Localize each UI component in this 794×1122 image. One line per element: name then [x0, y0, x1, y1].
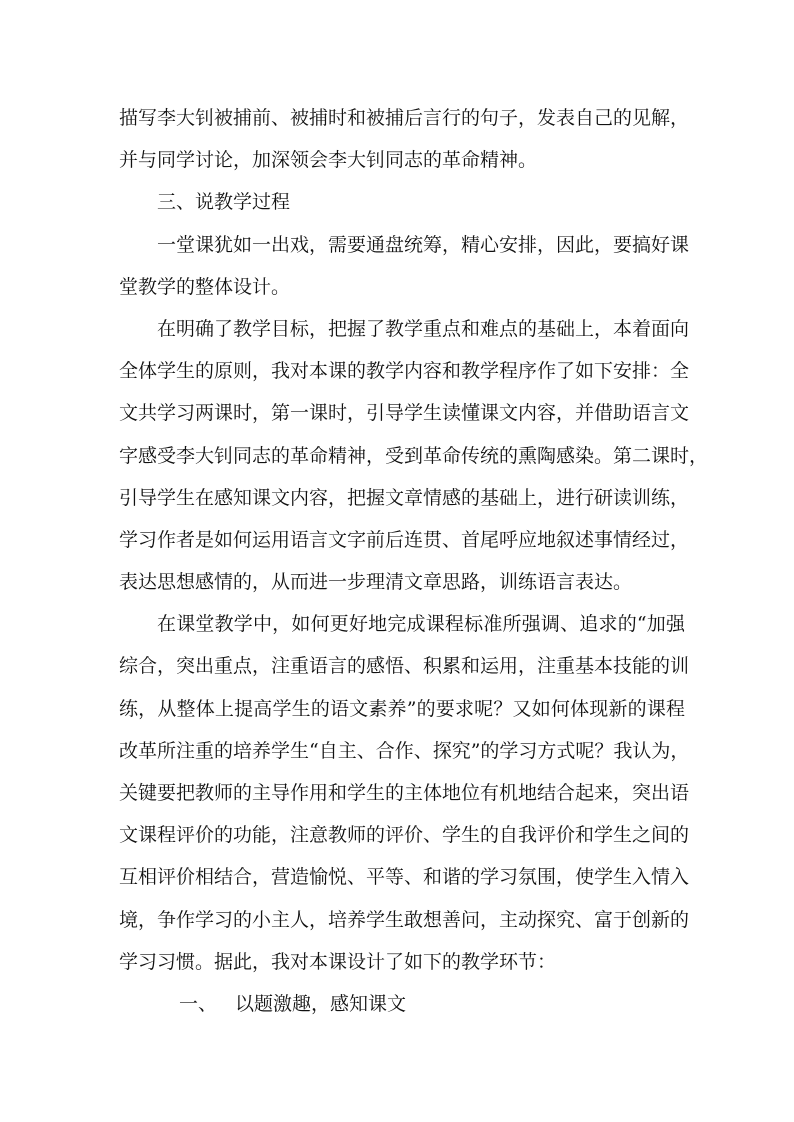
section-heading: 三、说教学过程 — [157, 191, 291, 214]
text-line: 练，从整体上提高学生的语文素养”的要求呢？又如何体现新的课程 — [119, 697, 685, 720]
list-item-text: 以题激趣，感知课文 — [235, 992, 407, 1015]
text-line: 综合，突出重点，注重语言的感悟、积累和运用，注重基本技能的训 — [119, 655, 690, 678]
text-line: 堂教学的整体设计。 — [119, 275, 291, 298]
text-line: 字感受李大钊同志的革命精神，受到革命传统的熏陶感染。第二课时， — [119, 444, 709, 467]
text-line: 互相评价相结合，营造愉悦、平等、和谐的学习氛围，使学生入情入 — [119, 866, 690, 889]
text-line: 文课程评价的功能，注意教师的评价、学生的自我评价和学生之间的 — [119, 824, 690, 847]
text-line: 全体学生的原则，我对本课的教学内容和教学程序作了如下安排：全 — [119, 360, 690, 383]
text-line: 关键要把教师的主导作用和学生的主体地位有机地结合起来，突出语 — [119, 782, 690, 804]
text-line: 境，争作学习的小主人，培养学生敢想善问，主动探究、富于创新的 — [119, 908, 690, 931]
text-line: 表达思想感情的，从而进一步理清文章思路，训练语言表达。 — [119, 571, 633, 594]
text-line: 描写李大钊被捕前、被捕时和被捕后言行的句子，发表自己的见解， — [119, 107, 690, 129]
text-line: 学习作者是如何运用语言文字前后连贯、首尾呼应地叙述事情经过， — [119, 528, 690, 551]
text-line: 引导学生在感知课文内容，把握文章情感的基础上，进行研读训练， — [119, 486, 690, 509]
text-line: 学习习惯。据此，我对本课设计了如下的教学环节： — [119, 950, 557, 973]
list-item-number: 一、 — [179, 992, 218, 1015]
list-item — [119, 983, 685, 1025]
text-line: 改革所注重的培养学生“自主、合作、探究”的学习方式呢？我认为， — [119, 739, 690, 762]
text-line: 文共学习两课时，第一课时，引导学生读懂课文内容，并借助语言文 — [119, 402, 690, 425]
text-line: 在课堂教学中，如何更好地完成课程标准所强调、追求的“加强 — [157, 613, 685, 636]
text-line: 并与同学讨论，加深领会李大钊同志的革命精神。 — [119, 149, 538, 172]
document-body — [119, 97, 709, 1025]
text-line: 在明确了教学目标，把握了教学重点和难点的基础上，本着面向 — [157, 317, 690, 340]
text-line: 一堂课犹如一出戏，需要通盘统筹，精心安排，因此，要搞好课 — [157, 233, 690, 256]
